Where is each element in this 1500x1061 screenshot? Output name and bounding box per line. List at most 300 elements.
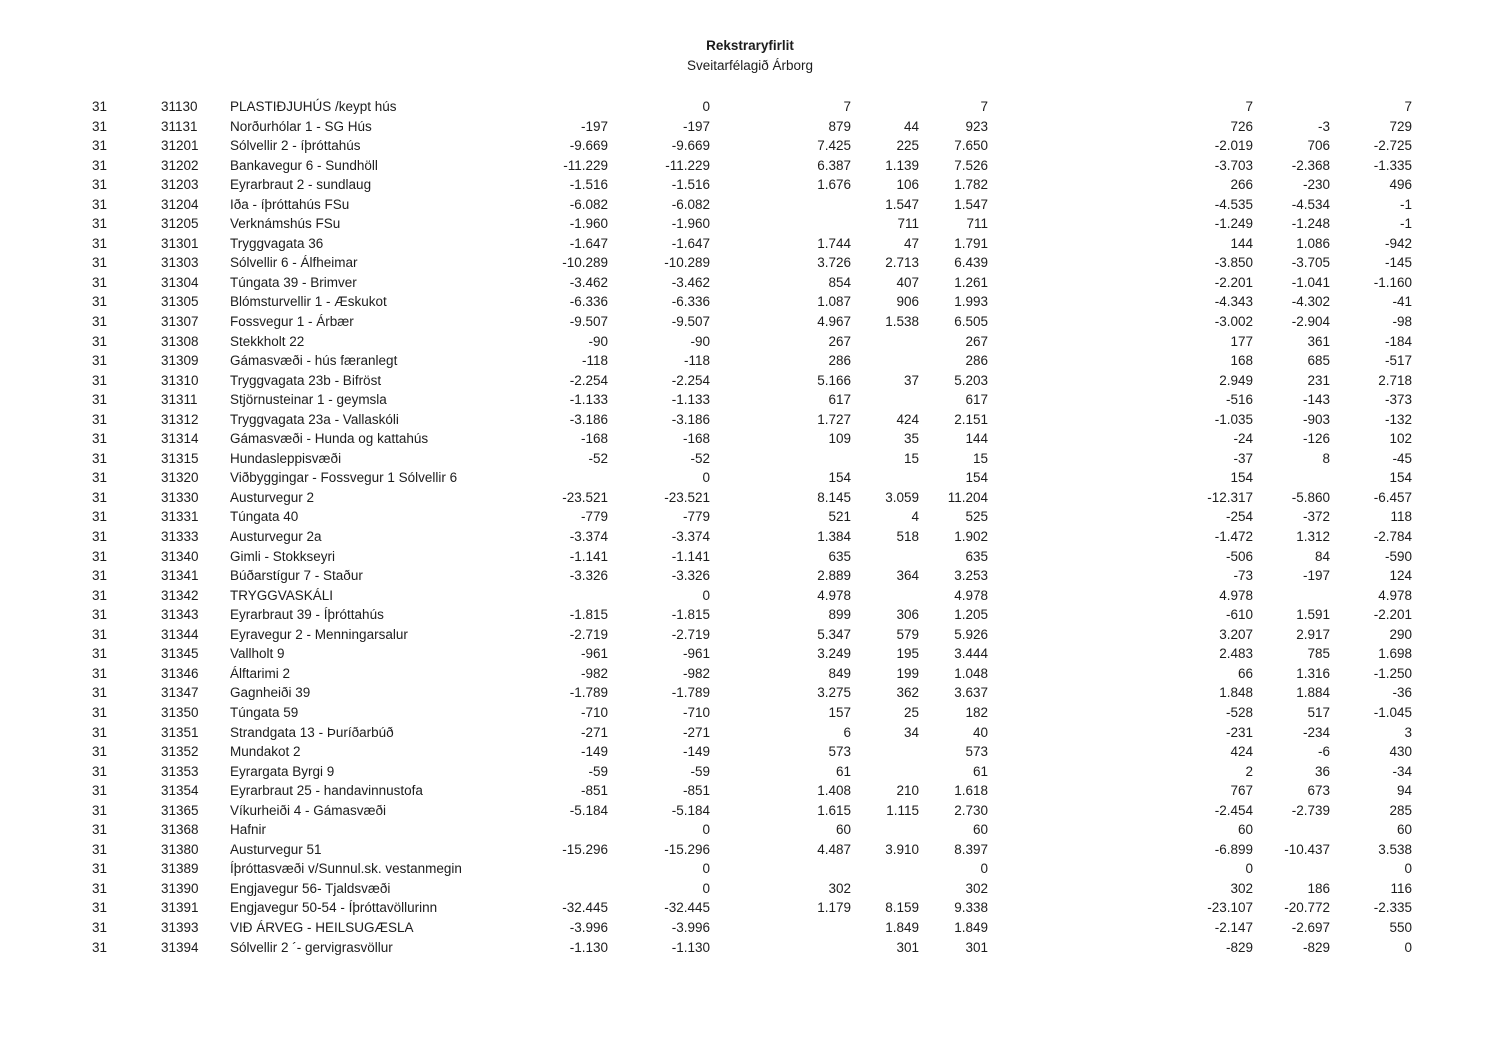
cell-account-number: 31315 <box>161 450 199 466</box>
cell-value-4: 3.910 <box>885 841 919 857</box>
cell-account-number: 31312 <box>161 411 199 427</box>
cell-value-4: 15 <box>903 450 919 466</box>
cell-value-8: 2.718 <box>1378 372 1412 388</box>
cell-value-7: -197 <box>1302 568 1330 584</box>
cell-department-code: 31 <box>92 411 108 427</box>
cell-department-code: 31 <box>92 99 108 114</box>
cell-department-code: 31 <box>92 626 108 642</box>
cell-value-6: -6.899 <box>1214 841 1253 857</box>
cell-value-7: -10.437 <box>1284 841 1330 857</box>
cell-value-5: 4.978 <box>954 587 988 603</box>
cell-department-code: 31 <box>92 880 108 896</box>
cell-value-6: -2.147 <box>1214 919 1253 935</box>
cell-value-6: 266 <box>1230 177 1253 193</box>
cell-value-3: 854 <box>828 274 851 290</box>
cell-account-name: Tryggvagata 23b - Bifröst <box>230 372 382 388</box>
cell-value-7: -1.248 <box>1291 216 1330 232</box>
cell-value-5: 5.926 <box>954 626 988 642</box>
cell-account-name: Eyrargata Byrgi 9 <box>230 763 335 779</box>
cell-value-2: -90 <box>690 333 710 349</box>
cell-value-1: -6.082 <box>569 196 608 212</box>
cell-account-name: Engjavegur 56- Tjaldsvæði <box>230 880 391 896</box>
table-row <box>0 332 1500 352</box>
cell-value-4: 1.547 <box>885 196 919 212</box>
cell-value-8: -34 <box>1392 763 1412 779</box>
cell-account-number: 31354 <box>161 783 199 799</box>
cell-account-name: Stjörnusteinar 1 - geymsla <box>230 392 387 408</box>
cell-value-8: -1.045 <box>1373 704 1412 720</box>
cell-value-3: 879 <box>828 118 851 134</box>
cell-department-code: 31 <box>92 607 108 623</box>
cell-account-name: Strandgata 13 - Þuríðarbúð <box>230 724 394 740</box>
cell-account-name: Sólvellir 6 - Álfheimar <box>230 255 358 271</box>
cell-account-name: Gagnheiði 39 <box>230 685 311 701</box>
cell-value-5: 286 <box>965 353 988 369</box>
cell-value-3: 157 <box>828 704 851 720</box>
cell-value-1: -59 <box>588 763 608 779</box>
cell-value-6: -2.019 <box>1214 138 1253 154</box>
cell-value-4: 106 <box>896 177 919 193</box>
cell-department-code: 31 <box>92 783 108 799</box>
cell-value-2: -710 <box>682 704 710 720</box>
cell-value-5: 7 <box>980 99 988 114</box>
cell-value-3: 61 <box>835 763 851 779</box>
cell-value-4: 47 <box>903 235 919 251</box>
cell-value-7: -3.705 <box>1291 255 1330 271</box>
cell-department-code: 31 <box>92 646 108 662</box>
cell-value-8: -1.250 <box>1373 665 1412 681</box>
cell-account-name: Iða - íþróttahús FSu <box>230 196 350 212</box>
cell-value-5: 6.505 <box>954 314 988 330</box>
cell-value-2: -3.462 <box>671 274 710 290</box>
cell-value-6: 2.483 <box>1219 646 1253 662</box>
cell-value-1: -1.516 <box>569 177 608 193</box>
cell-value-6: -1.472 <box>1214 529 1253 545</box>
cell-value-2: -271 <box>682 724 710 740</box>
cell-value-2: -32.445 <box>664 900 710 916</box>
cell-value-3: 899 <box>828 607 851 623</box>
cell-value-5: 11.204 <box>947 489 988 505</box>
cell-value-8: -942 <box>1384 235 1412 251</box>
cell-account-number: 31307 <box>161 314 199 330</box>
cell-value-4: 4 <box>911 509 919 525</box>
cell-value-5: 40 <box>972 724 988 740</box>
cell-value-4: 306 <box>896 607 919 623</box>
cell-department-code: 31 <box>92 353 108 369</box>
table-row <box>0 547 1500 567</box>
cell-account-number: 31346 <box>161 665 199 681</box>
cell-value-8: 154 <box>1389 470 1412 486</box>
table-row <box>0 410 1500 430</box>
report-subtitle: Sveitarfélagið Árborg <box>686 58 814 73</box>
cell-account-name: Eyrarbraut 25 - handavinnustofa <box>230 783 423 799</box>
cell-account-number: 31303 <box>161 255 199 271</box>
cell-value-3: 7.425 <box>817 138 851 154</box>
cell-value-5: 525 <box>965 509 988 525</box>
cell-value-4: 2.713 <box>885 255 919 271</box>
cell-value-4: 1.538 <box>885 314 919 330</box>
table-row <box>0 175 1500 195</box>
table-row <box>0 742 1500 762</box>
cell-value-6: -610 <box>1225 607 1253 623</box>
cell-department-code: 31 <box>92 919 108 935</box>
cell-account-number: 31201 <box>161 138 199 154</box>
cell-value-1: -3.374 <box>569 529 608 545</box>
cell-value-8: -517 <box>1384 353 1412 369</box>
cell-value-4: 34 <box>903 724 919 740</box>
cell-value-8: -2.335 <box>1373 900 1412 916</box>
cell-value-8: -132 <box>1384 411 1412 427</box>
cell-value-8: 60 <box>1396 822 1412 838</box>
cell-account-number: 31304 <box>161 274 199 290</box>
table-row <box>0 840 1500 860</box>
cell-value-3: 521 <box>828 509 851 525</box>
cell-value-6: 168 <box>1230 353 1253 369</box>
cell-value-5: 1.261 <box>954 274 988 290</box>
cell-value-6: 154 <box>1230 470 1253 486</box>
cell-department-code: 31 <box>92 274 108 290</box>
cell-value-7: 517 <box>1307 704 1330 720</box>
cell-value-6: -12.317 <box>1207 489 1253 505</box>
cell-department-code: 31 <box>92 548 108 564</box>
cell-account-number: 31394 <box>161 939 199 955</box>
cell-account-number: 31311 <box>161 392 198 408</box>
cell-value-3: 849 <box>828 665 851 681</box>
cell-value-3: 1.087 <box>817 294 851 310</box>
table-row <box>0 644 1500 664</box>
cell-account-number: 31203 <box>161 177 199 193</box>
table-row <box>0 820 1500 840</box>
cell-value-1: -23.521 <box>562 489 608 505</box>
cell-value-5: 1.618 <box>954 783 988 799</box>
cell-value-1: -779 <box>580 509 608 525</box>
cell-department-code: 31 <box>92 861 108 877</box>
table-row <box>0 938 1500 958</box>
cell-value-6: -73 <box>1233 568 1253 584</box>
cell-value-1: -2.719 <box>569 626 608 642</box>
cell-value-1: -118 <box>581 353 608 369</box>
cell-value-8: -41 <box>1392 294 1412 310</box>
cell-value-3: 5.347 <box>817 626 851 642</box>
cell-value-7: 685 <box>1307 353 1330 369</box>
cell-account-name: Verknámshús FSu <box>230 216 341 232</box>
cell-value-2: -9.507 <box>671 314 710 330</box>
table-row <box>0 429 1500 449</box>
cell-value-8: -145 <box>1384 255 1412 271</box>
cell-value-4: 210 <box>896 783 919 799</box>
cell-value-6: -3.850 <box>1214 255 1253 271</box>
cell-value-4: 424 <box>896 411 919 427</box>
cell-value-5: 7.650 <box>954 138 988 154</box>
cell-value-7: 785 <box>1307 646 1330 662</box>
table-row <box>0 292 1500 312</box>
cell-account-name: Íþróttasvæði v/Sunnul.sk. vestanmegin <box>230 861 462 877</box>
cell-value-5: 3.253 <box>954 568 988 584</box>
table-row <box>0 801 1500 821</box>
cell-account-name: Blómsturvellir 1 - Æskukot <box>230 294 387 310</box>
cell-value-4: 44 <box>903 118 919 134</box>
cell-account-number: 31204 <box>161 196 199 212</box>
cell-value-4: 37 <box>903 372 919 388</box>
cell-value-1: -11.229 <box>563 157 608 173</box>
cell-value-1: -710 <box>580 704 608 720</box>
cell-value-7: -230 <box>1302 177 1330 193</box>
cell-value-8: 1.698 <box>1378 646 1412 662</box>
cell-account-name: Vallholt 9 <box>230 646 285 662</box>
cell-value-2: -15.296 <box>664 841 710 857</box>
cell-value-4: 3.059 <box>885 489 919 505</box>
cell-value-6: -3.703 <box>1214 157 1253 173</box>
cell-value-3: 4.487 <box>817 841 851 857</box>
cell-department-code: 31 <box>92 255 108 271</box>
cell-value-7: 1.312 <box>1296 529 1330 545</box>
cell-value-4: 8.159 <box>885 900 919 916</box>
cell-value-7: -2.368 <box>1291 157 1330 173</box>
cell-account-name: Gimli - Stokkseyri <box>230 548 336 564</box>
cell-value-8: -1.160 <box>1373 274 1412 290</box>
cell-value-5: 1.048 <box>954 665 988 681</box>
cell-value-2: -1.789 <box>671 685 710 701</box>
cell-value-4: 25 <box>903 704 919 720</box>
cell-value-3: 3.249 <box>817 646 851 662</box>
cell-department-code: 31 <box>92 138 108 154</box>
cell-value-2: -149 <box>682 744 710 760</box>
cell-value-3: 6.387 <box>817 157 851 173</box>
cell-value-6: 0 <box>1245 861 1253 877</box>
cell-value-8: -1.335 <box>1373 157 1412 173</box>
cell-value-1: -1.141 <box>569 548 608 564</box>
cell-value-1: -6.336 <box>569 294 608 310</box>
cell-department-code: 31 <box>92 529 108 545</box>
cell-account-name: Austurvegur 51 <box>230 841 322 857</box>
cell-value-8: -1 <box>1399 216 1412 232</box>
cell-value-1: -197 <box>580 118 608 134</box>
cell-department-code: 31 <box>92 587 108 603</box>
cell-department-code: 31 <box>92 665 108 681</box>
cell-account-number: 31130 <box>161 99 198 114</box>
cell-value-2: -851 <box>682 783 710 799</box>
cell-value-2: -1.647 <box>671 235 710 251</box>
cell-value-3: 573 <box>828 744 851 760</box>
cell-value-3: 154 <box>828 470 851 486</box>
cell-account-number: 31205 <box>161 216 199 232</box>
cell-account-name: Stekkholt 22 <box>230 333 305 349</box>
cell-value-7: 1.884 <box>1296 685 1330 701</box>
cell-value-5: 6.439 <box>954 255 988 271</box>
cell-value-7: 231 <box>1307 372 1330 388</box>
cell-account-number: 31131 <box>161 118 198 134</box>
cell-department-code: 31 <box>92 216 108 232</box>
cell-value-6: 3.207 <box>1219 626 1253 642</box>
cell-value-8: 3.538 <box>1378 841 1412 857</box>
cell-value-7: 361 <box>1307 333 1330 349</box>
cell-value-2: -982 <box>682 665 710 681</box>
cell-account-number: 31347 <box>161 685 199 701</box>
cell-account-name: TRYGGVASKÁLI <box>230 587 334 603</box>
cell-account-name: Fossvegur 1 - Árbær <box>230 314 354 330</box>
cell-value-1: -52 <box>588 450 608 466</box>
table-row <box>0 527 1500 547</box>
cell-value-1: -271 <box>580 724 608 740</box>
cell-value-6: -506 <box>1225 548 1253 564</box>
cell-value-7: -2.739 <box>1291 802 1330 818</box>
cell-value-2: -197 <box>682 118 710 134</box>
cell-value-6: -516 <box>1225 392 1253 408</box>
cell-account-number: 31351 <box>161 724 199 740</box>
cell-value-4: 906 <box>896 294 919 310</box>
cell-value-3: 1.727 <box>817 411 851 427</box>
cell-account-number: 31389 <box>161 861 199 877</box>
cell-value-3: 60 <box>835 822 851 838</box>
cell-value-7: -20.772 <box>1284 900 1330 916</box>
cell-value-3: 8.145 <box>817 489 851 505</box>
cell-value-8: 94 <box>1396 783 1412 799</box>
cell-value-2: -2.254 <box>671 372 710 388</box>
cell-department-code: 31 <box>92 333 108 349</box>
cell-value-5: 61 <box>972 763 988 779</box>
cell-value-4: 225 <box>896 138 919 154</box>
table-row <box>0 683 1500 703</box>
cell-value-7: -2.904 <box>1291 314 1330 330</box>
cell-account-name: Hafnir <box>230 822 267 838</box>
cell-value-2: -52 <box>690 450 710 466</box>
cell-department-code: 31 <box>92 450 108 466</box>
cell-value-7: -2.697 <box>1291 919 1330 935</box>
cell-value-8: 102 <box>1389 431 1412 447</box>
cell-value-3: 4.967 <box>817 314 851 330</box>
cell-value-7: -5.860 <box>1291 489 1330 505</box>
cell-account-name: Bankavegur 6 - Sundhöll <box>230 157 378 173</box>
cell-value-2: -23.521 <box>664 489 710 505</box>
cell-value-3: 7 <box>843 99 851 114</box>
cell-account-number: 31368 <box>161 822 199 838</box>
cell-value-5: 0 <box>980 861 988 877</box>
cell-value-7: 673 <box>1307 783 1330 799</box>
cell-value-4: 1.139 <box>885 157 919 173</box>
cell-account-number: 31309 <box>161 353 199 369</box>
cell-value-1: -1.789 <box>569 685 608 701</box>
cell-value-4: 711 <box>897 216 919 232</box>
cell-value-1: -3.186 <box>569 411 608 427</box>
cell-value-2: -961 <box>682 646 710 662</box>
cell-department-code: 31 <box>92 841 108 857</box>
cell-value-7: -126 <box>1302 431 1330 447</box>
table-row <box>0 664 1500 684</box>
cell-account-number: 31305 <box>161 294 199 310</box>
cell-value-2: 0 <box>702 99 710 114</box>
cell-account-name: Eyrarbraut 39 - Íþróttahús <box>230 607 384 623</box>
cell-value-5: 2.730 <box>954 802 988 818</box>
table-row <box>0 253 1500 273</box>
cell-value-6: -3.002 <box>1214 314 1253 330</box>
cell-account-number: 31380 <box>161 841 199 857</box>
cell-value-2: -168 <box>682 431 710 447</box>
cell-value-3: 1.179 <box>817 900 851 916</box>
cell-account-number: 31341 <box>161 568 199 584</box>
table-row <box>0 195 1500 215</box>
cell-value-1: -32.445 <box>562 900 608 916</box>
cell-value-6: 4.978 <box>1219 587 1253 603</box>
cell-value-7: -3 <box>1317 118 1330 134</box>
table-row <box>0 918 1500 938</box>
cell-account-number: 31333 <box>161 529 199 545</box>
cell-value-4: 1.849 <box>885 919 919 935</box>
cell-account-number: 31310 <box>161 372 199 388</box>
cell-account-name: Túngata 39 - Brimver <box>230 274 357 290</box>
table-row <box>0 586 1500 606</box>
cell-value-5: 1.782 <box>954 177 988 193</box>
cell-account-name: Austurvegur 2a <box>230 529 322 545</box>
cell-value-2: -6.082 <box>671 196 710 212</box>
cell-value-1: -10.289 <box>562 255 608 271</box>
cell-department-code: 31 <box>92 763 108 779</box>
cell-account-number: 31353 <box>161 763 199 779</box>
cell-value-5: 154 <box>965 470 988 486</box>
cell-value-8: 3 <box>1404 724 1412 740</box>
cell-department-code: 31 <box>92 294 108 310</box>
cell-account-name: Mundakot 2 <box>230 744 301 760</box>
table-row <box>0 898 1500 918</box>
cell-value-8: -6.457 <box>1373 489 1412 505</box>
cell-department-code: 31 <box>92 157 108 173</box>
cell-value-7: 84 <box>1314 548 1330 564</box>
cell-value-1: -149 <box>580 744 608 760</box>
cell-value-2: -1.516 <box>671 177 710 193</box>
table-row <box>0 507 1500 527</box>
cell-department-code: 31 <box>92 196 108 212</box>
cell-account-name: Tryggvagata 23a - Vallaskóli <box>230 411 399 427</box>
cell-value-6: 144 <box>1230 235 1253 251</box>
cell-account-name: Austurvegur 2 <box>230 489 315 505</box>
cell-value-3: 3.726 <box>817 255 851 271</box>
cell-value-6: 726 <box>1230 118 1253 134</box>
cell-value-3: 1.744 <box>817 235 851 251</box>
cell-account-name: Sólvellir 2 ´- gervigrasvöllur <box>230 939 393 955</box>
table-row <box>0 156 1500 176</box>
cell-department-code: 31 <box>92 802 108 818</box>
cell-account-name: Eyravegur 2 - Menningarsalur <box>230 626 408 642</box>
cell-value-2: 0 <box>702 861 710 877</box>
cell-value-3: 1.615 <box>817 802 851 818</box>
cell-value-2: -6.336 <box>671 294 710 310</box>
cell-value-8: -2.725 <box>1373 138 1412 154</box>
cell-value-6: 302 <box>1230 880 1253 896</box>
cell-account-number: 31344 <box>161 626 199 642</box>
cell-value-5: 573 <box>965 744 988 760</box>
cell-account-number: 31330 <box>161 489 199 505</box>
table-row <box>0 566 1500 586</box>
cell-value-5: 144 <box>965 431 988 447</box>
cell-value-7: -234 <box>1302 724 1330 740</box>
table-row <box>0 488 1500 508</box>
report-header <box>0 0 1500 76</box>
cell-value-2: -5.184 <box>671 802 710 818</box>
cell-value-1: -1.960 <box>569 216 608 232</box>
table-row <box>0 136 1500 156</box>
cell-value-4: 35 <box>903 431 919 447</box>
cell-account-number: 31391 <box>161 900 199 916</box>
cell-value-5: 9.338 <box>954 900 988 916</box>
cell-value-5: 617 <box>965 392 988 408</box>
cell-account-number: 31350 <box>161 704 199 720</box>
cell-value-2: 0 <box>702 470 710 486</box>
table-row <box>0 859 1500 879</box>
accounts-table <box>0 97 1500 957</box>
cell-value-3: 267 <box>828 333 851 349</box>
cell-value-4: 199 <box>896 665 919 681</box>
cell-value-5: 3.444 <box>954 646 988 662</box>
cell-department-code: 31 <box>92 489 108 505</box>
